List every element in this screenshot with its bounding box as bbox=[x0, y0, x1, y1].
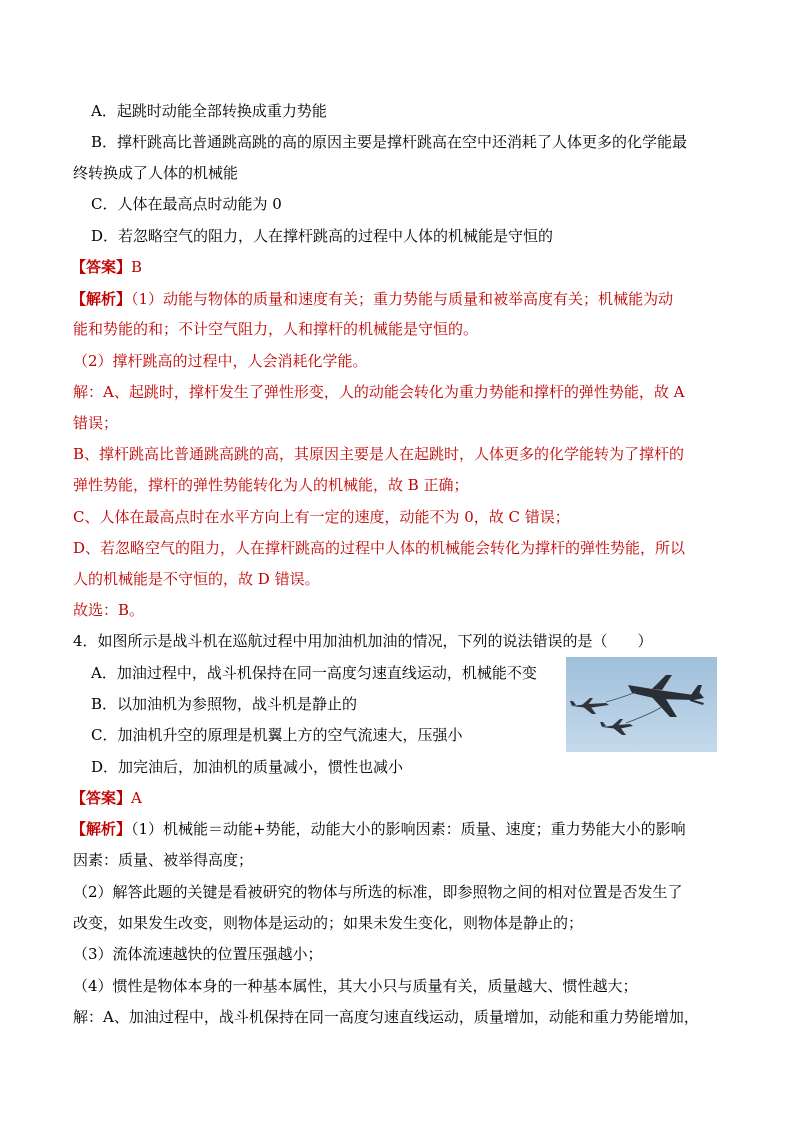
q3-analysis-line: C、人体在最高点时在水平方向上有一定的速度，动能不为 0，故 C 错误； bbox=[73, 508, 570, 526]
q3-analysis-line: 故选：B。 bbox=[73, 601, 145, 619]
q4-analysis-line: （2）解答此题的关键是看被研究的物体与所选的标准，即参照物之间的相对位置是否发生了 bbox=[73, 883, 683, 901]
q3-analysis-line: 能和势能的和；不计空气阻力，人和撑杆的机械能是守恒的。 bbox=[73, 320, 479, 338]
q4-analysis-first-text: （1）机械能＝动能+势能，动能大小的影响因素：质量、速度；重力势能大小的影响 bbox=[131, 820, 686, 838]
aerial-refueling-photo-icon bbox=[566, 657, 717, 752]
q3-option-d: D．若忽略空气的阻力，人在撑杆跳高的过程中人体的机械能是守恒的 bbox=[91, 227, 554, 245]
q3-analysis-line: 弹性势能，撑杆的弹性势能转化为人的机械能，故 B 正确； bbox=[73, 476, 469, 494]
q3-analysis-first bbox=[71, 289, 673, 309]
q3-analysis-line: D、若忽略空气的阻力，人在撑杆跳高的过程中人体的机械能会转化为撑杆的弹性势能，所以 bbox=[73, 539, 686, 557]
q3-analysis-line: B、撑杆跳高比普通跳高跳的高，其原因主要是人在起跳时，人体更多的化学能转为了撑杆的 bbox=[73, 445, 685, 463]
q4-analysis-line: 解：A、加油过程中，战斗机保持在同一高度匀速直线运动，质量增加，动能和重力势能增加， bbox=[73, 1008, 699, 1026]
q4-analysis-line: （4）惯性是物体本身的一种基本属性，其大小只与质量有关，质量越大、惯性越大； bbox=[73, 977, 638, 995]
q3-analysis-first-text: （1）动能与物体的质量和速度有关；重力势能与质量和被举高度有关；机械能为动 bbox=[131, 290, 674, 308]
q4-analysis-line: （3）流体流速越快的位置压强越小； bbox=[73, 945, 323, 963]
q3-answer-value: B bbox=[131, 258, 143, 276]
q3-answer bbox=[71, 257, 142, 277]
q3-answer-tag: 【答案】 bbox=[71, 258, 132, 276]
q4-analysis-line: 因素：质量、被举得高度； bbox=[73, 851, 254, 869]
q3-analysis-line: 人的机械能是不守恒的，故 D 错误。 bbox=[73, 570, 320, 588]
q3-option-c: C．人体在最高点时动能为 0 bbox=[91, 195, 282, 213]
q3-option-b: B．撑杆跳高比普通跳高跳的高的原因主要是撑杆跳高在空中还消耗了人体更多的化学能最 bbox=[91, 133, 688, 151]
q3-analysis-line: 错误； bbox=[73, 414, 119, 432]
q4-analysis-line: 改变，如果发生改变，则物体是运动的；如果未发生变化，则物体是静止的； bbox=[73, 914, 584, 932]
q3-option-b-cont: 终转换成了人体的机械能 bbox=[73, 164, 239, 182]
q4-answer-value: A bbox=[131, 789, 142, 807]
q4-option-d: D．加完油后，加油机的质量减小，惯性也减小 bbox=[91, 758, 404, 776]
q3-analysis-line: 解：A、起跳时，撑杆发生了弹性形变，人的动能会转化为重力势能和撑杆的弹性势能，故 A bbox=[73, 383, 685, 401]
q4-option-c: C．加油机升空的原理是机翼上方的空气流速大，压强小 bbox=[91, 726, 463, 744]
q4-option-a: A．加油过程中，战斗机保持在同一高度匀速直线运动，机械能不变 bbox=[91, 664, 537, 682]
q4-answer-tag: 【答案】 bbox=[71, 789, 132, 807]
q4-option-b: B．以加油机为参照物，战斗机是静止的 bbox=[91, 695, 358, 713]
q4-analysis-first bbox=[71, 819, 686, 839]
q4-analysis-tag: 【解析】 bbox=[71, 820, 132, 838]
q3-option-a: A．起跳时动能全部转换成重力势能 bbox=[91, 102, 327, 120]
q4-answer bbox=[71, 788, 142, 808]
q4-stem: 4．如图所示是战斗机在巡航过程中用加油机加油的情况，下列的说法错误的是（ ） bbox=[73, 632, 653, 650]
q3-analysis-tag: 【解析】 bbox=[71, 290, 132, 308]
q3-analysis-line: （2）撑杆跳高的过程中，人会消耗化学能。 bbox=[73, 352, 368, 370]
